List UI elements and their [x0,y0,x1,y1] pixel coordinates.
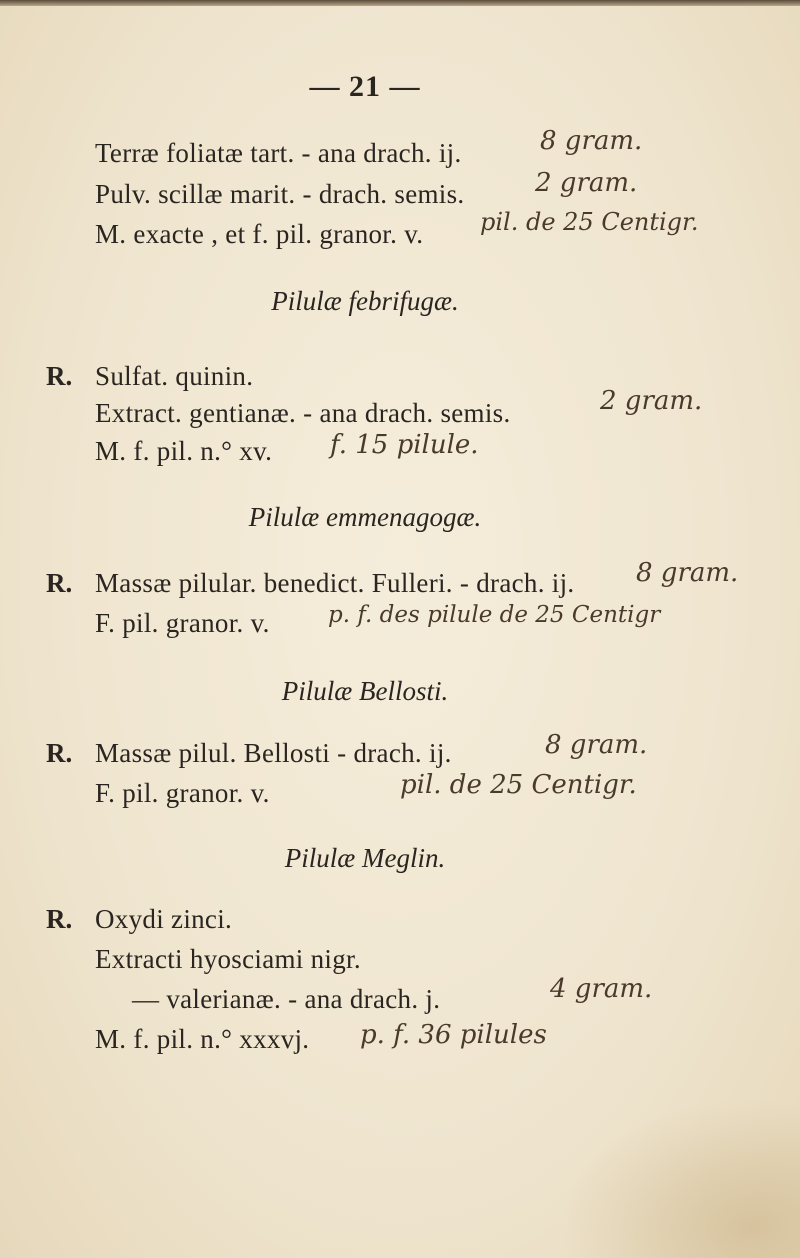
recipe-mark: R. [46,904,73,934]
page-top-edge [0,0,800,6]
text-line: M. f. pil. n.° xxxvj. [95,1024,310,1054]
section-title: Pilulæ emmenagogæ. [248,502,482,532]
handwritten-note: p. f. des pilule de 25 Centigr [328,602,661,628]
handwritten-note: p. f. 36 pilules [360,1020,547,1050]
text-line: Oxydi zinci. [95,904,233,934]
handwritten-note: 8 gram. [545,730,648,760]
page-number: — 21 — [309,70,421,103]
handwritten-note: pil. de 25 Centigr. [400,770,637,800]
text-line: — valerianæ. - ana drach. j. [132,984,441,1014]
section-title: Pilulæ Meglin. [284,843,446,873]
section-title: Pilulæ febrifugæ. [271,286,459,316]
text-line: Extracti hyosciami nigr. [95,944,361,974]
recipe-mark: R. [46,361,73,391]
text-line: Terræ foliatæ tart. - ana drach. ij. [95,138,462,168]
text-line: Extract. gentianæ. - ana drach. semis. [95,398,511,428]
text-line: M. f. pil. n.° xv. [95,436,273,466]
recipe-mark: R. [46,738,73,768]
section-title: Pilulæ Bellosti. [281,676,449,706]
handwritten-note: 4 gram. [550,974,653,1004]
handwritten-note: 2 gram. [600,386,703,416]
handwritten-note: pil. de 25 Centigr. [480,208,699,236]
recipe-mark: R. [46,568,73,598]
text-line: F. pil. granor. v. [95,778,270,808]
text-line: Massæ pilul. Bellosti - drach. ij. [95,738,452,768]
handwritten-note: 2 gram. [535,168,638,198]
text-line: M. exacte , et f. pil. granor. v. [95,219,424,249]
handwritten-note: f. 15 pilule. [330,430,479,460]
paper-stain [560,1098,800,1258]
text-line: Sulfat. quinin. [95,361,254,391]
text-line: Massæ pilular. benedict. Fulleri. - drach. ij. [95,568,575,598]
handwritten-note: 8 gram. [540,126,643,156]
text-line: Pulv. scillæ marit. - drach. semis. [95,179,465,209]
handwritten-note: 8 gram. [636,558,739,588]
text-line: F. pil. granor. v. [95,608,270,638]
